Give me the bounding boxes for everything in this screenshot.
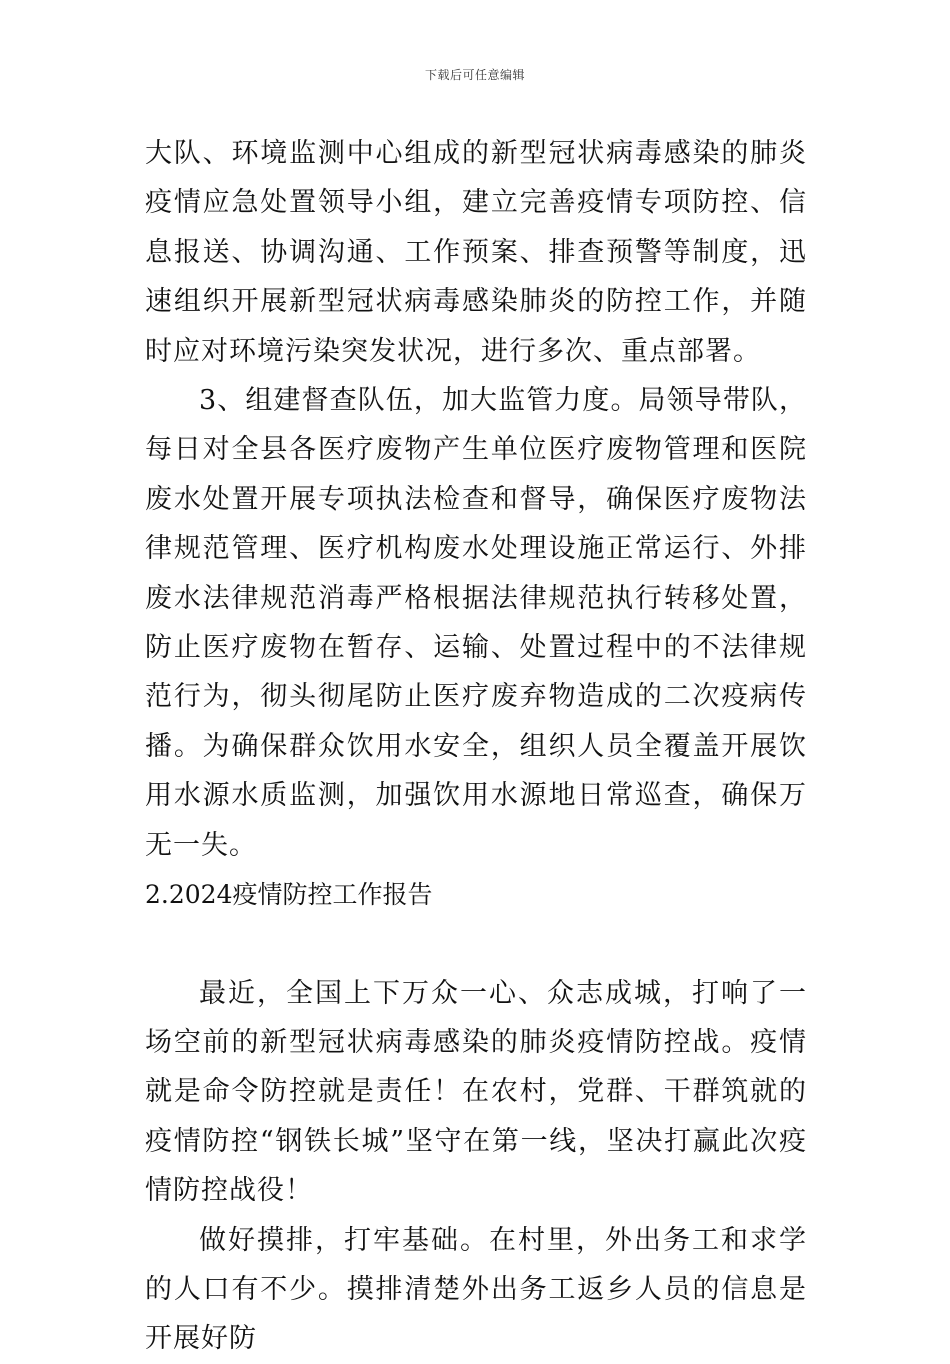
paragraph-intro: 最近，全国上下万众一心、众志成城，打响了一场空前的新型冠状病毒感染的肺炎疫情防控战。疫情就是命令防控就是责任！在农村，党群、干群筑就的疫情防控“钢铁长城”坚守在第一线，坚决打赢此次疫情防控战役！ [145, 977, 807, 1207]
document-body [145, 129, 807, 1364]
paragraph-investigation: 做好摸排，打牢基础。在村里，外出务工和求学的人口有不少。摸排清楚外出务工返乡人员的信息是开展好防 [145, 1224, 807, 1355]
paragraph-continuation: 大队、环境监测中心组成的新型冠状病毒感染的肺炎疫情应急处置领导小组，建立完善疫情专项防控、信息报送、协调沟通、工作预案、排查预警等制度，迅速组织开展新型冠状病毒感染肺炎的防控工作，并随时应对环境污染突发状况，进行多次、重点部署。 [145, 138, 807, 367]
paragraph-supervision: 3、组建督查队伍，加大监管力度。局领导带队，每日对全县各医疗废物产生单位医疗废物管理和医院废水处置开展专项执法检查和督导，确保医疗废物法律规范管理、医疗机构废水处理设施正常运行、外排废水法律规范消毒严格根据法律规范执行转移处置，防止医疗废物在暂存、运输、处置过程中的不法律规范行为，彻头彻尾防止医疗废弃物造成的二次疫病传播。为确保群众饮用水安全，组织人员全覆盖开展饮用水源水质监测，加强饮用水源地日常巡查，确保万无一失。 [145, 385, 807, 861]
blank-line [145, 920, 807, 969]
header-note: 下载后可任意编辑 [424, 68, 525, 82]
section-heading: 2.2024疫情防控工作报告 [145, 880, 433, 910]
